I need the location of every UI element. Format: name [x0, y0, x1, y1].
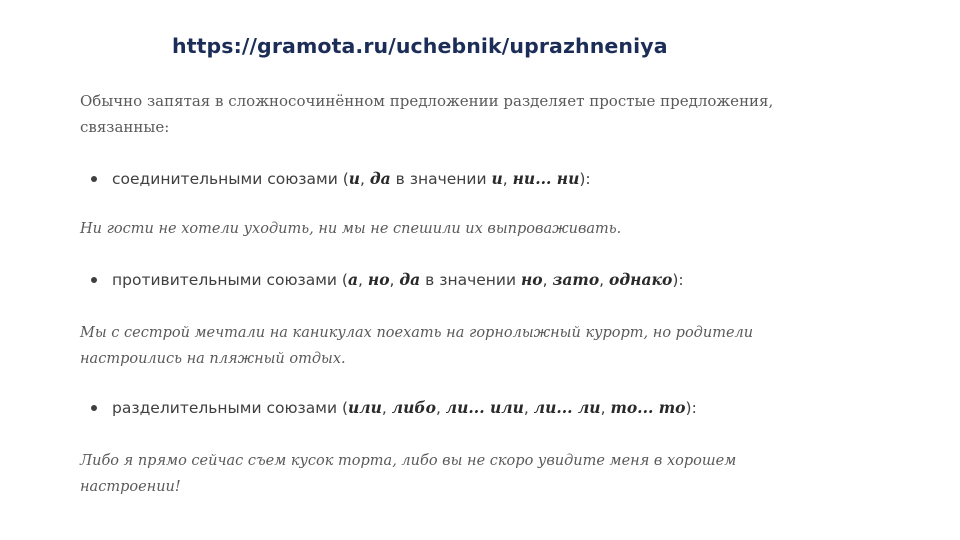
- text-screenshot: [80, 88, 840, 500]
- bullet-text: [112, 399, 697, 417]
- conjunction: ли... или: [445, 398, 524, 417]
- bullet-prefix: соединительными союзами (: [112, 170, 349, 188]
- conjunction: и: [491, 169, 503, 188]
- bullet-suffix: ):: [685, 399, 697, 417]
- bullet-prefix: противительными союзами (: [112, 271, 348, 289]
- example-1: [80, 216, 840, 242]
- example-1-line-1: Ни гости не хотели уходить, ни мы не спешили их выпроваживать.: [80, 221, 622, 237]
- bullet-icon: [91, 277, 97, 283]
- example-2: [80, 320, 780, 372]
- conjunction: или: [348, 398, 382, 417]
- bullet-connector: ,: [523, 399, 534, 417]
- conjunction: да: [369, 169, 391, 188]
- bullet-connector: ,: [542, 271, 553, 289]
- conjunction: зато: [552, 270, 600, 289]
- bullet-connector: в значении: [390, 170, 492, 188]
- bullet-icon: [91, 405, 97, 411]
- bullet-connector: ,: [600, 399, 611, 417]
- conjunction: но: [520, 270, 543, 289]
- bullet-connector: ,: [502, 170, 513, 188]
- conjunction: и: [348, 169, 361, 188]
- conjunction: ни... ни: [512, 169, 580, 188]
- conjunction: а: [347, 270, 359, 289]
- bullet-item-adversative: [80, 268, 840, 292]
- example-3-line-2: настроении!: [80, 479, 181, 495]
- example-2-line-1: Мы с сестрой мечтали на каникулах поехать на горнолыжный курорт, но родители: [80, 325, 754, 341]
- bullet-text: [112, 170, 591, 188]
- conjunction: да: [399, 270, 421, 289]
- conjunction: либо: [391, 398, 436, 417]
- example-2-line-2: настроились на пляжный отдых.: [80, 351, 346, 367]
- bullet-suffix: ):: [672, 271, 684, 289]
- bullet-connector: ,: [381, 399, 392, 417]
- source-url: https://gramota.ru/uchebnik/uprazhneniya: [172, 34, 668, 58]
- bullet-suffix: ):: [579, 170, 591, 188]
- conjunction: но: [367, 270, 390, 289]
- bullet-connector: ,: [358, 271, 368, 289]
- conjunction: ли... ли: [533, 398, 601, 417]
- conjunction: то... то: [610, 398, 686, 417]
- example-3: [80, 448, 780, 500]
- intro-line-2: связанные:: [80, 118, 170, 136]
- bullet-connector: ,: [360, 170, 370, 188]
- bullet-item-coordinating: [80, 167, 840, 191]
- bullet-connector: в значении: [420, 271, 521, 289]
- bullet-prefix: разделительными союзами (: [112, 399, 349, 417]
- bullet-icon: [91, 176, 97, 182]
- bullet-text: [112, 271, 684, 289]
- intro-paragraph: [80, 88, 810, 140]
- bullet-item-disjunctive: [80, 396, 840, 420]
- conjunction: однако: [609, 270, 673, 289]
- example-3-line-1: Либо я прямо сейчас съем кусок торта, либо вы не скоро увидите меня в хорошем: [80, 453, 737, 469]
- bullet-connector: ,: [389, 271, 400, 289]
- bullet-connector: ,: [435, 399, 446, 417]
- intro-line-1: Обычно запятая в сложносочинённом предложении разделяет простые предложения,: [80, 92, 774, 110]
- bullet-connector: ,: [599, 271, 610, 289]
